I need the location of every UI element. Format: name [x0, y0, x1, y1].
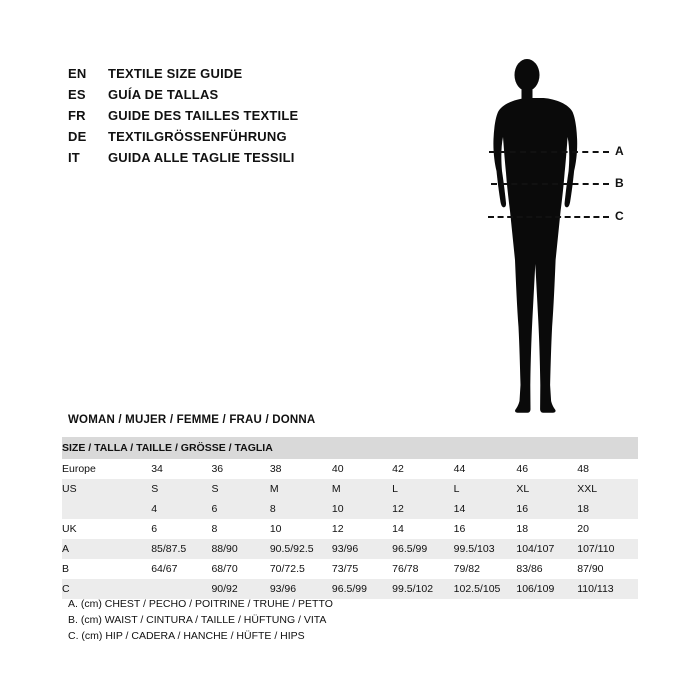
- cell: 87/90: [577, 559, 638, 579]
- cell: XXL: [577, 479, 638, 499]
- cell: M: [270, 479, 332, 499]
- row-label: [62, 499, 151, 519]
- cell: 8: [211, 519, 269, 539]
- female-silhouette-icon: [455, 55, 655, 425]
- measure-label-a: A: [615, 144, 624, 158]
- language-code-en: EN: [68, 66, 87, 81]
- row-label: A: [62, 539, 151, 559]
- cell: 79/82: [454, 559, 517, 579]
- table-row: [62, 479, 638, 499]
- language-code-it: IT: [68, 150, 80, 165]
- title-text-en: TEXTILE SIZE GUIDE: [108, 66, 243, 81]
- title-block: [68, 64, 398, 169]
- cell: 96.5/99: [392, 539, 453, 559]
- cell: 76/78: [392, 559, 453, 579]
- cell: 102.5/105: [454, 579, 517, 599]
- language-code-de: DE: [68, 129, 87, 144]
- cell: 34: [151, 459, 211, 479]
- table-row: [62, 519, 638, 539]
- cell: 93/96: [270, 579, 332, 599]
- cell: 40: [332, 459, 392, 479]
- cell: 99.5/102: [392, 579, 453, 599]
- cell: 99.5/103: [454, 539, 517, 559]
- table-row: [62, 559, 638, 579]
- cell: 20: [577, 519, 638, 539]
- table-row: [62, 539, 638, 559]
- cell: 18: [577, 499, 638, 519]
- cell: S: [151, 479, 211, 499]
- cell: 93/96: [332, 539, 392, 559]
- cell: 88/90: [211, 539, 269, 559]
- cell: 44: [454, 459, 517, 479]
- cell: 8: [270, 499, 332, 519]
- cell: M: [332, 479, 392, 499]
- measure-line-b: [491, 183, 609, 185]
- row-label: C: [62, 579, 151, 599]
- cell: 18: [516, 519, 577, 539]
- cell: 46: [516, 459, 577, 479]
- size-table: [62, 437, 638, 599]
- cell: 10: [270, 519, 332, 539]
- title-text-de: TEXTILGRÖSSENFÜHRUNG: [108, 129, 287, 144]
- title-row: [68, 64, 398, 83]
- table-row: [62, 499, 638, 519]
- cell: 38: [270, 459, 332, 479]
- row-label: Europe: [62, 459, 151, 479]
- cell: 6: [151, 519, 211, 539]
- cell: 70/72.5: [270, 559, 332, 579]
- title-text-es: GUÍA DE TALLAS: [108, 87, 219, 102]
- row-label: US: [62, 479, 151, 499]
- language-code-es: ES: [68, 87, 86, 102]
- cell: 16: [516, 499, 577, 519]
- legend-item-a: A. (cm) CHEST / PECHO / POITRINE / TRUHE / PETTO: [68, 598, 333, 610]
- title-row: [68, 106, 398, 125]
- measurement-legend: [68, 596, 333, 644]
- cell: 96.5/99: [332, 579, 392, 599]
- cell: 104/107: [516, 539, 577, 559]
- cell: XL: [516, 479, 577, 499]
- female-body-figure: [455, 55, 655, 425]
- legend-item-c: C. (cm) HIP / CADERA / HANCHE / HÜFTE / HIPS: [68, 630, 305, 642]
- title-text-fr: GUIDE DES TAILLES TEXTILE: [108, 108, 299, 123]
- cell: L: [392, 479, 453, 499]
- row-label: B: [62, 559, 151, 579]
- title-row: [68, 127, 398, 146]
- cell: 6: [211, 499, 269, 519]
- cell: 42: [392, 459, 453, 479]
- section-title-woman: WOMAN / MUJER / FEMME / FRAU / DONNA: [68, 414, 316, 426]
- measure-label-c: C: [615, 209, 624, 223]
- title-row: [68, 148, 398, 167]
- cell: 14: [392, 519, 453, 539]
- table-row: [62, 459, 638, 479]
- measure-label-b: B: [615, 176, 624, 190]
- cell: 48: [577, 459, 638, 479]
- row-label: UK: [62, 519, 151, 539]
- cell: 64/67: [151, 559, 211, 579]
- table-header-row: [62, 437, 638, 459]
- cell: 90.5/92.5: [270, 539, 332, 559]
- language-code-fr: FR: [68, 108, 86, 123]
- cell: S: [211, 479, 269, 499]
- cell: 12: [392, 499, 453, 519]
- cell: 90/92: [211, 579, 269, 599]
- cell: 16: [454, 519, 517, 539]
- measure-line-c: [488, 216, 609, 218]
- cell: 73/75: [332, 559, 392, 579]
- cell: 83/86: [516, 559, 577, 579]
- cell: 4: [151, 499, 211, 519]
- cell: L: [454, 479, 517, 499]
- measure-line-a: [489, 151, 609, 153]
- cell: 85/87.5: [151, 539, 211, 559]
- cell: 12: [332, 519, 392, 539]
- cell: 14: [454, 499, 517, 519]
- title-row: [68, 85, 398, 104]
- table-header-label: SIZE / TALLA / TAILLE / GRÖSSE / TAGLIA: [62, 437, 638, 459]
- cell: 36: [211, 459, 269, 479]
- title-text-it: GUIDA ALLE TAGLIE TESSILI: [108, 150, 295, 165]
- cell: 107/110: [577, 539, 638, 559]
- cell: 68/70: [211, 559, 269, 579]
- cell: 110/113: [577, 579, 638, 599]
- cell: 10: [332, 499, 392, 519]
- cell: 106/109: [516, 579, 577, 599]
- legend-item-b: B. (cm) WAIST / CINTURA / TAILLE / HÜFTUNG / VITA: [68, 614, 327, 626]
